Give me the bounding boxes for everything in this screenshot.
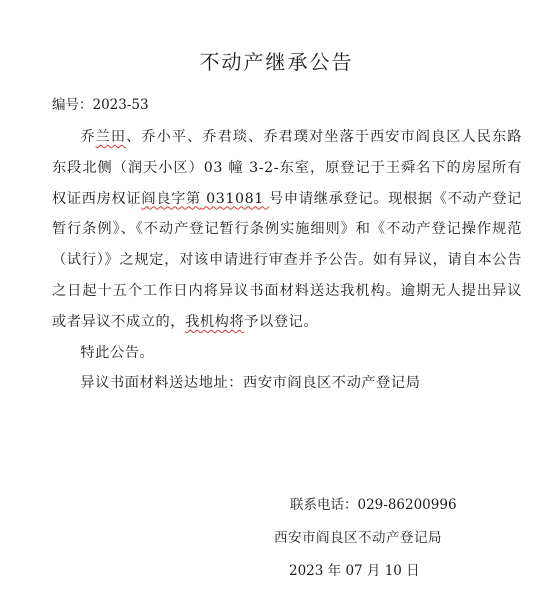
text-run: 予以登记。: [244, 313, 319, 330]
issuing-authority: 西安市阎良区不动产登记局: [274, 530, 442, 546]
body-paragraph-address: 异议书面材料送达地址：西安市阎良区不动产登记局: [80, 375, 421, 392]
document-number: 编号：2023-53: [52, 97, 149, 113]
spellcheck-flagged-name: 兰田: [95, 129, 127, 145]
text-run: 号申请继承登记。现根据《不动产登记暂行条例》、《不动产登记暂行条例实施细则》和《不动产登记操作规范（试行）》之规定，对该申请进行审查并予公告。如有异议，请自本公告之日起十五个工作日内将异议书面材料送达我机构。逾期无人提出异议或者异议不成立的，: [52, 190, 522, 330]
announcement-body: [52, 122, 522, 399]
body-paragraph-main: [52, 122, 522, 338]
certificate-number: 031081: [200, 190, 270, 207]
spellcheck-flagged-text: 阎良字第: [141, 190, 201, 207]
text-run: 乔: [80, 129, 96, 145]
issue-date: 2023 年 07 月 10 日: [289, 563, 420, 579]
body-paragraph-closing: 特此公告。: [80, 344, 155, 361]
contact-phone: 联系电话：029-86200996: [290, 497, 457, 513]
spellcheck-flagged-text: 我机构将: [185, 313, 245, 330]
page-title: 不动产继承公告: [199, 50, 354, 74]
text-run: 、乔小平、乔君琰、乔君璞对坐落于西安市阎良区人民东路东段北侧（润天小区）03 幢 3-2-东室，原登记于王舜名下的房屋所有权证西房权证: [52, 129, 523, 207]
